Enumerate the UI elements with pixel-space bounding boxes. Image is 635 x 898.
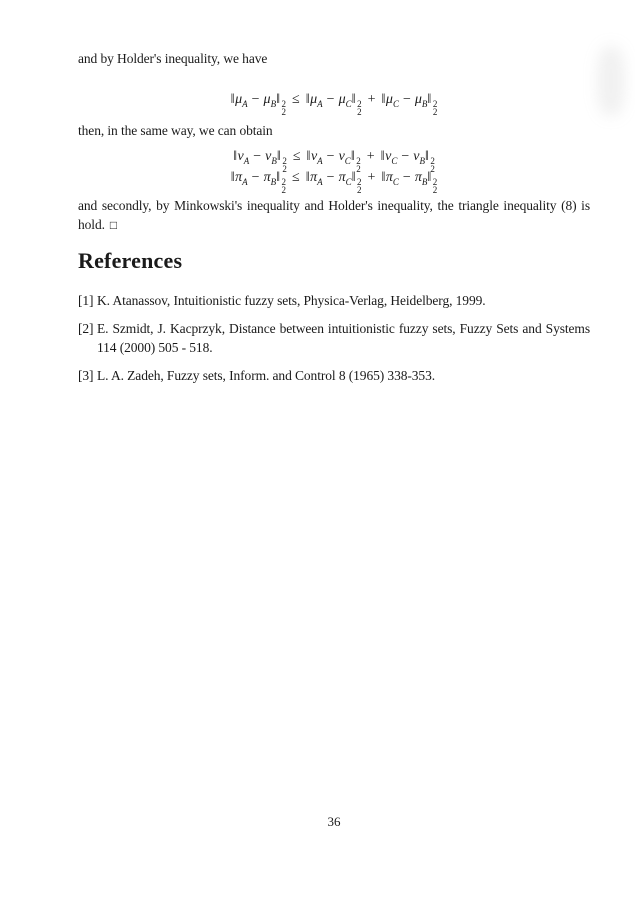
- norm-sup-sub: [282, 100, 287, 116]
- norm-expression: [381, 170, 438, 195]
- norm-bar: ‖: [230, 92, 236, 107]
- norm-sup-sub: [357, 178, 362, 194]
- equation-mu-triangle: [78, 89, 590, 117]
- paragraph-conclusion: [78, 196, 590, 235]
- qed-symbol: □: [109, 218, 118, 232]
- norm-bar: ‖: [233, 149, 238, 164]
- math-variable: π: [385, 170, 393, 185]
- reference-label: [2]: [78, 321, 94, 336]
- math-subscript: C: [344, 155, 351, 166]
- math-variable: μ: [263, 92, 271, 107]
- norm-superscript: 2: [281, 99, 287, 109]
- norm-expression: [306, 149, 361, 174]
- math-variable: μ: [338, 92, 346, 107]
- math-variable: ν: [310, 149, 318, 164]
- reference-item: [78, 291, 590, 310]
- norm-bar: ‖: [427, 170, 432, 185]
- norm-bar: ‖: [276, 92, 281, 107]
- norm-bar: ‖: [276, 149, 282, 164]
- math-variable: ν: [265, 149, 272, 164]
- math-subscript: C: [391, 155, 398, 166]
- norm-subscript: 2: [357, 107, 362, 117]
- norm-subscript: 2: [281, 185, 287, 195]
- math-subscript: B: [421, 176, 428, 187]
- math-subscript: C: [345, 176, 352, 187]
- math-subscript: B: [421, 98, 428, 109]
- math-subscript: C: [392, 98, 399, 109]
- math-relation: +: [367, 170, 376, 185]
- math-operator: −: [402, 170, 411, 185]
- norm-sup-sub: [282, 178, 287, 194]
- equation-row: [78, 146, 590, 174]
- norm-bar: ‖: [351, 170, 357, 185]
- norm-subscript: 2: [281, 107, 287, 117]
- math-variable: π: [235, 170, 243, 185]
- norm-expression: [381, 92, 438, 117]
- math-variable: μ: [414, 92, 422, 107]
- math-subscript: C: [392, 176, 399, 187]
- norm-sup-sub: [433, 178, 438, 194]
- conclusion-text: and secondly, by Minkowski's inequality and Holder's inequality, the triangle inequality (8) is hold.: [78, 198, 590, 232]
- paragraph-then-obtain: then, in the same way, we can obtain: [78, 123, 273, 138]
- norm-superscript: 2: [356, 156, 361, 166]
- reference-label: [1]: [78, 293, 94, 308]
- math-variable: π: [310, 170, 318, 185]
- norm-expression: [305, 170, 362, 195]
- norm-bar: ‖: [380, 149, 386, 164]
- norm-bar: ‖: [276, 170, 281, 185]
- math-operator: −: [326, 149, 335, 164]
- reference-text: L. A. Zadeh, Fuzzy sets, Inform. and Control 8 (1965) 338-353.: [97, 368, 435, 383]
- norm-bar: ‖: [305, 170, 311, 185]
- norm-subscript: 2: [356, 164, 361, 174]
- norm-subscript: 2: [430, 164, 435, 174]
- norm-superscript: 2: [357, 99, 362, 109]
- norm-bar: ‖: [351, 92, 357, 107]
- norm-bar: ‖: [306, 149, 311, 164]
- norm-bar: ‖: [424, 149, 430, 164]
- math-subscript: B: [270, 98, 277, 109]
- math-relation: +: [367, 92, 376, 107]
- norm-subscript: 2: [282, 164, 287, 174]
- math-relation: ≤: [292, 149, 301, 164]
- references-heading: References: [78, 248, 183, 273]
- math-operator: −: [326, 170, 335, 185]
- math-relation: ≤: [292, 170, 300, 185]
- norm-expression: [230, 92, 287, 117]
- math-variable: π: [263, 170, 271, 185]
- norm-expression: [380, 149, 435, 174]
- norm-bar: ‖: [381, 92, 386, 107]
- math-operator: −: [326, 92, 335, 107]
- math-operator: −: [251, 170, 260, 185]
- equation-row: [78, 89, 590, 117]
- norm-superscript: 2: [430, 156, 435, 166]
- math-operator: −: [402, 92, 411, 107]
- norm-superscript: 2: [432, 177, 438, 187]
- math-variable: ν: [385, 149, 392, 164]
- norm-bar: ‖: [230, 170, 236, 185]
- math-operator: −: [253, 149, 262, 164]
- math-subscript: B: [419, 155, 425, 166]
- equation-row: [78, 164, 590, 195]
- math-variable: π: [338, 170, 346, 185]
- reference-item: [78, 366, 590, 385]
- norm-subscript: 2: [357, 185, 362, 195]
- references-list: [78, 291, 590, 394]
- norm-expression: [305, 92, 362, 117]
- math-variable: μ: [385, 92, 393, 107]
- norm-superscript: 2: [432, 99, 438, 109]
- norm-superscript: 2: [281, 177, 287, 187]
- norm-subscript: 2: [432, 185, 438, 195]
- norm-bar: ‖: [381, 170, 386, 185]
- math-subscript: A: [317, 155, 323, 166]
- math-subscript: C: [345, 98, 352, 109]
- math-subscript: A: [243, 155, 250, 166]
- page-number: 36: [327, 814, 341, 829]
- norm-bar: ‖: [350, 149, 356, 164]
- math-operator: −: [251, 92, 260, 107]
- math-subscript: A: [242, 98, 248, 109]
- norm-bar: ‖: [305, 92, 311, 107]
- math-subscript: A: [242, 176, 248, 187]
- norm-expression: [230, 170, 287, 195]
- math-relation: +: [366, 149, 375, 164]
- math-subscript: A: [317, 98, 323, 109]
- math-variable: ν: [237, 149, 244, 164]
- math-subscript: B: [270, 176, 277, 187]
- math-variable: ν: [338, 149, 345, 164]
- scan-artifact: [597, 46, 625, 116]
- norm-bar: ‖: [427, 92, 432, 107]
- math-subscript: A: [317, 176, 323, 187]
- math-variable: μ: [310, 92, 318, 107]
- reference-text: E. Szmidt, J. Kacprzyk, Distance between intuitionistic fuzzy sets, Fuzzy Sets and Systems 114 (2000) 505 - 518.: [97, 321, 590, 355]
- math-operator: −: [401, 149, 410, 164]
- math-variable: ν: [413, 149, 420, 164]
- norm-superscript: 2: [282, 156, 287, 166]
- reference-text: K. Atanassov, Intuitionistic fuzzy sets, Physica-Verlag, Heidelberg, 1999.: [97, 293, 486, 308]
- paragraph-holder-intro: and by Holder's inequality, we have: [78, 51, 268, 66]
- equation-nu-pi-triangle: [78, 146, 590, 195]
- math-variable: π: [414, 170, 422, 185]
- math-variable: μ: [235, 92, 243, 107]
- norm-sup-sub: [433, 100, 438, 116]
- norm-superscript: 2: [357, 177, 362, 187]
- math-subscript: B: [271, 155, 277, 166]
- norm-sup-sub: [357, 100, 362, 116]
- math-relation: ≤: [292, 92, 300, 107]
- norm-subscript: 2: [432, 107, 438, 117]
- reference-label: [3]: [78, 368, 94, 383]
- reference-item: [78, 319, 590, 357]
- norm-expression: [233, 149, 287, 174]
